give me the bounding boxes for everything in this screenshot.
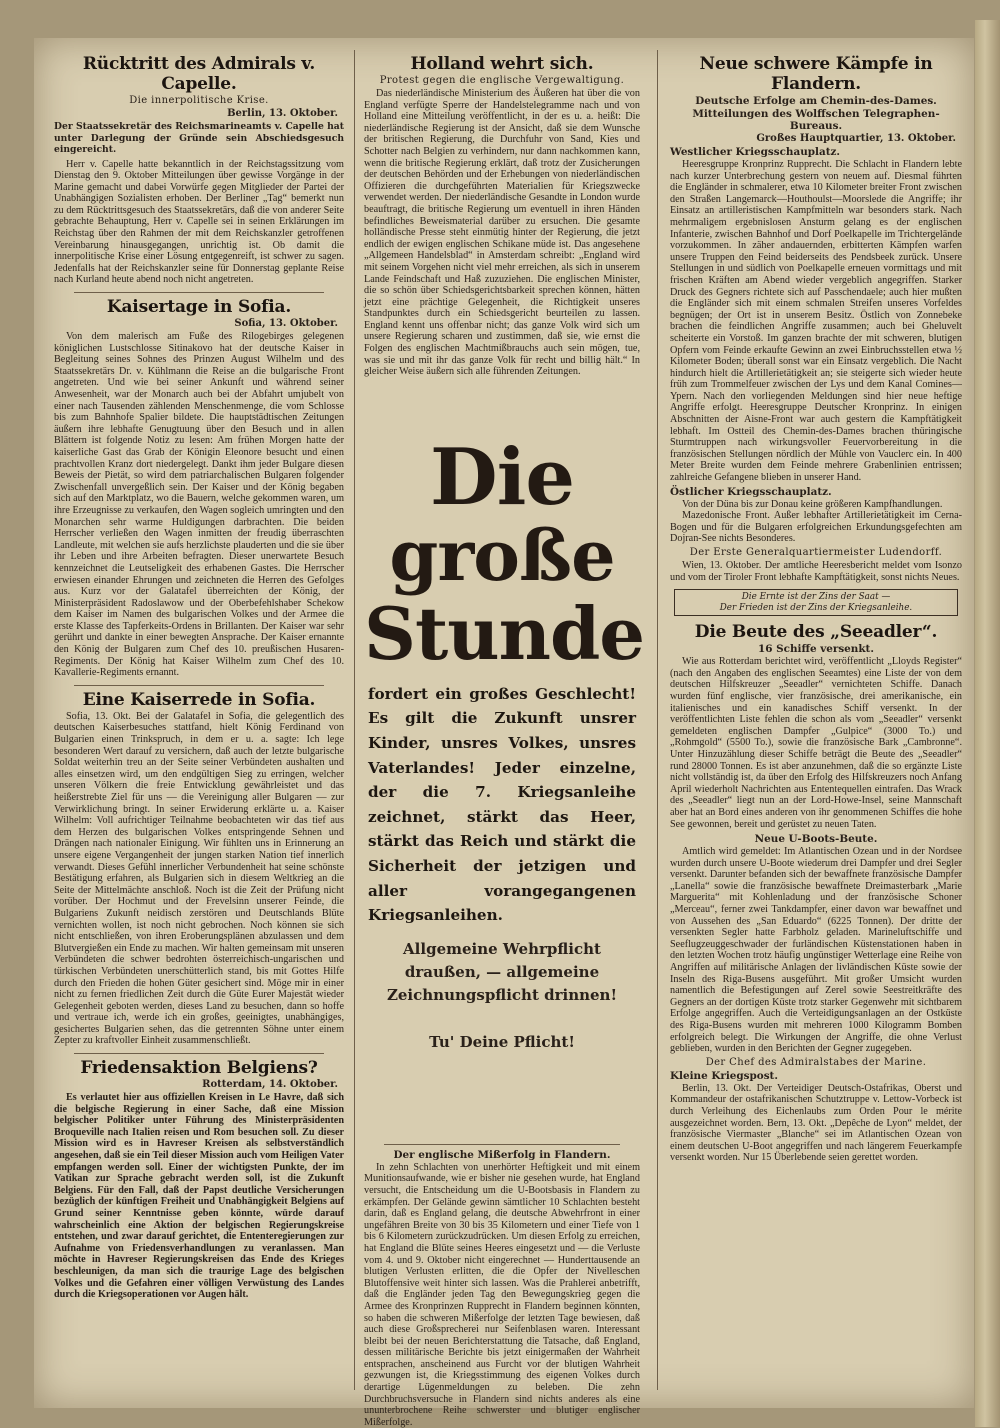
article-body: Amtlich wird gemeldet: Im Atlantischen Ozean und in der Nordsee wurden durch unsere U-Boote wiederum drei Dampfer und drei Segler versenkt. Darunter befanden sich der bewaffnete französische Dampfer „Lanella“ sowie die französische bewaffnete Dreimasterbark „Marie Marguerita“ mit Kohlenladung und der französische Schoner „Merceau“, ferner zwei Tankdampfer, einer davon war bewaffnet und von Aussehen des „San Eduardo“ (6225 Tonnen). Der dritte der versenkten Segler hatte Farbholz geladen. Marineluftschiffe und Seeflugzeuggeschwader der furländischen Küstenstationen haben in den letzten Wochen trotz häufig ungünstiger Wetterlage eine Reihe von Angriffen auf militärische Anlagen der livländischen Küste sowie der Inseln des Riga-Busens ausgeführt. Mit großer Umsicht wurden namentlich die Befestigungen auf Zerel sowie Seestreitkräfte des Gegners an der dortigen Küste trotz starker Gegenwehr mit sichtbarem Erfolge angegriffen. Auch die Verteidigungsanlagen an der Ostküste des Riga-Busens wurden mit mehreren 1000 Kilogramm Bomben erfolgreich belegt. Die Wirkungen der Angriffe, die ohne Verlust geblieben, wurden in den Berichten der Gegner zugegeben. [670, 846, 962, 1055]
signature: Der Chef des Admiralstabes der Marine. [705, 1056, 927, 1068]
subheadline: Deutsche Erfolge am Chemin-des-Dames. [695, 95, 937, 107]
page-edge [975, 20, 1000, 1427]
headline: Holland wehrt sich. [410, 54, 594, 74]
left-column [54, 50, 344, 1400]
column-rule [354, 50, 355, 1390]
slogan-box [674, 589, 958, 616]
article-kaisertage [54, 297, 344, 679]
article-body: Wien, 13. Oktober. Der amtliche Heeresbericht meldet vom Isonzo und vom der Tiroler Front lebhafte Kampftätigkeit, sonst nichts Neues. [670, 560, 962, 583]
slogan-line: Die Ernte ist der Zins der Saat — [741, 592, 891, 603]
article-holland [364, 54, 640, 378]
article-capelle [54, 54, 344, 286]
right-column [670, 50, 962, 1400]
appeal-text: fordert ein großes Geschlecht! Es gilt die Zukunft unsrer Kinder, unsres Volkes, unsres Vaterlandes! Jeder einzelne, der die 7. Kriegsanleihe zeichnet, stärkt das Heer, stärkt das Reich und stärkt die Sicherheit der jetzigen und aller vorangegangenen Kriegsanleihen. [368, 684, 636, 925]
dateline: Großes Hauptquartier, 13. Oktober. [756, 133, 956, 144]
middle-column [364, 50, 645, 1428]
article-misserfolg [364, 1144, 640, 1428]
article-seeadler [670, 622, 962, 830]
headline: Eine Kaiserrede in Sofia. [82, 689, 316, 710]
appeal-word-grosse: große [389, 513, 615, 597]
appeal-word-die: Die [430, 431, 574, 523]
article-flandern [670, 54, 962, 583]
article-body: Berlin, 13. Okt. Der Verteidiger Deutsch-Ostafrikas, Oberst und Kommandeur der ostafrikanischen Schutztruppe v. Lettow-Vorbeck ist durch Verleihung des Eichenlaubs zum Orden Pour le mérite ausgezeichnet worden. Bern, 13. Okt. „Depêche de Lyon“ meldet, der französische Viermaster „Blanche“ sei im Atlantischen Ozean von einem deutschen U-Boot angegriffen und nach längerem Feuerkampfe versenkt worden. Nur 15 Überlebende seien gerettet worden. [670, 1082, 962, 1164]
article-kaiserrede [54, 690, 344, 1047]
headline: Kleine Kriegspost. [670, 1069, 778, 1082]
headline: Rücktritt des Admirals v. Capelle. [82, 54, 316, 94]
subheadline: 16 Schiffe versenkt. [758, 643, 874, 656]
dateline: Berlin, 13. Oktober. [227, 108, 338, 119]
section-heading: Östlicher Kriegsschauplatz. [670, 485, 832, 498]
appeal-duty: Tu' Deine Pflicht! [429, 1032, 575, 1051]
article-kriegspost [670, 1070, 962, 1164]
article-body: Von der Düna bis zur Donau keine größeren Kampfhandlungen. [682, 498, 943, 510]
signature: Der Erste Generalquartiermeister Ludendorff. [689, 547, 943, 558]
headline: Neue schwere Kämpfe in Flandern. [699, 54, 933, 94]
separator [74, 685, 324, 686]
article-body: Wie aus Rotterdam berichtet wird, veröffentlicht „Lloyds Register“ (nach den Angaben des englischen Seeamtes) eine Liste der von dem deutschen Hilfskreuzer „Seeadler“ vernichteten Schiffe. Danach wurden fünf englische, vier französische, drei amerikanische, ein italienisches und ein kanadisches Schiff versenkt. In der veröffentlichten Liste fehlen die schon als vom „Seeadler“ versenkt gemeldeten englischen Dampfer „Gulpice“ (3000 To.) und „Rohmgold“ (5500 To.), sowie die französische Bark „Cambronne“. Unter Hinzuzählung dieser Schiffe beträgt die Beute des „Seeadler“ rund 28000 Tonnen. Es ist aber anzunehmen, daß die so ergänzte Liste nicht vollständig ist, da über den Erfolg des Hilfskreuzers noch Anfang April wiederholt Nachrichten aus Ententequellen eintrafen. Das Wrack des „Seeadler“ liegt nun an der Lord-Howe-Insel, seine Mannschaft aber hat an Bord eines anderen von ihr genommenen Schiffes die hohe See gewonnen, bereit und gerüstet zu neuen Taten. [670, 656, 962, 830]
dateline: Rotterdam, 14. Oktober. [202, 1079, 338, 1091]
separator [74, 1053, 324, 1054]
lead-paragraph: Der Staatssekretär des Reichsmarineamts v. Capelle hat unter Darlegung der Gründe sein Abschiedsgesuch eingereicht. [54, 121, 344, 155]
agency-line: Mitteilungen des Wolffschen Telegraphen-Bureaus. [692, 108, 940, 132]
separator [384, 1144, 620, 1145]
article-body: Von dem malerisch am Fuße des Rilogebirges gelegenen königlichen Lustschlosse Sitinakovo hat der deutsche Kaiser in Begleitung seines Sohnes des Prinzen August Wilhelm und des Staatssekretärs Dr. v. Kühlmann die Reise an die bulgarische Front angetreten. Und wie bei seiner Ankunft und während seiner Anwesenheit, war der Monarch auch bei der Abfahrt umjubelt von einer nach Tausenden zählenden Menschenmenge, die vom Schlosse bis zum Bahnhofe Spalier bildete. Die hauptstädtischen Zeitungen äußern ihre lebhafte Genugtuung über den Besuch und in allen Blättern ist folgende Notiz zu lesen: Am frühen Morgen hatte der kaiserliche Gast das Grab der Königin Eleonore besucht und einen prachtvollen Kranz dort niedergelegt. Dankt ihm jeder Bulgare diesen Beweis der Pietät, so wird dem patriarchalischen Bulgaren folgender Zwischenfall unvergeßlich sein. Der Kaiser und der König begaben sich auf den Marktplatz, wo die Bauern, welche gekommen waren, um ihre Erzeugnisse zu verkaufen, den Wagen sogleich umringten und den Monarchen sehr warme Huldigungen darbrachten. Die beiden Herrscher verließen den Wagen inmitten der freudig überraschten Landleute, mit welchen sie aufs herzlichste plauderten und die sie über ihr Leben und ihre Arbeiten befragten. Dieser unerwartete Besuch kennzeichnet die Leutseligkeit des erhabenen Gastes. Die Herrscher erwiesen einander Ehrungen und zeichneten die Herren des Gefolges aus. Kurz vor der Galatafel überreichten der König, der Ministerpräsident Radoslawow und der Oberbefehlshaber Schekow dem Kaiser im Namen des bulgarischen Volkes und der Armee die erste Klasse des Tapferkeits-Ordens in Brillanten. Der Kaiser war sehr gerührt und dankte in einer bewegten Ansprache. Der Kaiser ernannte den König der Bulgaren zum Chef des 10. preußischen Husaren-Regiments. Der König hat Kaiser Wilhelm zum Chef des 10. Kavallerie-Regiments ernannt. [54, 331, 344, 679]
article-friedensaktion [54, 1058, 344, 1301]
headline: Kaisertage in Sofia. [106, 297, 292, 318]
separator [74, 292, 324, 293]
article-body: Das niederländische Ministerium des Äußeren hat über die von England verfügte Sperre der Handelstelegramme nach und von Holland eine Mitteilung veröffentlicht, in der es u. a. heißt: Die niederländische Regierung ist der Ansicht, daß sie dem Wunsche der britischen Regierung, die Durchfuhr von Sand, Kies und Schotter nach Belgien zu verhindern, nur dann nachkommen kann, wenn die britische Regierung erklärt, daß trotz der Zusicherungen der deutschen Behörden und der Erhebungen von niederländischen Offizieren die durchgeführten Materialien für Kriegszwecke verwendet werden. Der niederländische Gesandte in London wurde beauftragt, die britische Regierung um eventuell in ihren Händen befindliches Beweismaterial darüber zu ersuchen. Die gesamte holländische Presse steht einmütig hinter der Regierung, die jetzt endlich der ewigen englischen Schikane müde ist. Das angesehene „Allgemeen Handelsblad“ in Amsterdam schreibt: „England wird mit seinem Vorgehen nicht viel mehr erreichen, als sich in unserem Lande Feindschaft und Haß zuzuziehen. Die englischen Minister, die so schön über Schiedsgerichtsbarkeit sprechen können, hätten jetzt eine prächtige Gelegenheit, die Richtigkeit unseres Standpunktes durch ein Schiedsgericht beurteilen zu lassen. England kennt uns offenbar nicht; das ganze Volk wird sich um unsere Regierung scharen und zustimmen, daß sie, wie ernst die Folgen des englischen Machtmißbrauchs auch sein mögen, tue, was sie und mit ihr das ganze Volk für recht und billig hält.“ In gleicher Weise äußern sich alle führenden Zeitungen. [364, 88, 640, 378]
appeal-word-stunde: Stunde [364, 590, 645, 676]
article-body: Mazedonische Front. Außer lebhafter Artillerietätigkeit im Cerna-Bogen und für die Bulgaren erfolgreichen Erkundungsgefechten am Dojran-See nichts Besonderes. [670, 510, 962, 545]
headline: Neue U-Boots-Beute. [754, 833, 878, 846]
slogan-line: Der Frieden ist der Zins der Kriegsanleihe. [719, 602, 913, 613]
article-body: Herr v. Capelle hatte bekanntlich in der Reichstagssitzung vom Dienstag den 9. Oktober Mitteilungen über gewisse Vorgänge in der Marine gemacht und dabei Vorwürfe gegen Mitglieder der Partei der Unabhängigen Sozialisten erhoben. Der Berliner „Tag“ bemerkt nun zu dem Rücktrittsgesuch des Staatssekretärs, daß die von anderer Seite gebrachte Behauptung, Herr v. Capelle sei in seinen Erklärungen im Reichstag über den Rahmen der mit dem Reichskanzler getroffenen Vereinbarung hinausgegangen, unrichtig ist. Ob damit die innerpolitische Krise einer Lösung entgegenreift, ist schwer zu sagen. Jedenfalls hat der Reichskanzler seine für Donnerstag geplante Reise nach Kurland heute abend noch nicht angetreten. [54, 158, 344, 286]
headline: Die Beute des „Seeadler“. [694, 622, 938, 643]
article-body: Sofia, 13. Okt. Bei der Galatafel in Sofia, die gelegentlich des deutschen Kaiserbesuches stattfand, hielt König Ferdinand von Bulgarien einen Trinkspruch, in dem er u. a. sagte: Ich lege besonderen Wert darauf zu versichern, daß auch der letzte bulgarische Soldat weiterhin treu an der Seite seiner Verbündeten aushalten und alles einsetzen wird, um den endgültigen Sieg zu erringen, welcher unseren Völkern die freie Entwicklung gewährleistet und das heißerstrebte Ziel für uns — die Vereinigung aller Bulgaren — zur Verwirklichung bringt. In seiner Erwiderung erklärte u. a. Kaiser Wilhelm: Voll aufrichtiger Teilnahme beobachteten wir das tief aus dem Herzen des bulgarischen Volkes entspringende Sehnen und Drängen nach nationaler Einigung. Wir fühlten uns in Erinnerung an unsere eigene Vergangenheit der jungen starken Nation tief innerlich verwandt. Dieses Gefühl innerlicher Verbundenheit hat seine schönste Bestätigung erfahren, als Bulgarien sich in diesem Weltkrieg an die Seite der Mittelmächte anschloß. Noch ist die Zeit der Prüfung nicht vorüber. Der Hochmut und der Frevelsinn unserer Feinde, die Bulgariens Zukunft neidisch zerstören und Deutschlands Blüte vernichten wollen, ist noch nicht gebrochen. Noch können sie sich nicht entschließen, von ihren Eroberungsplänen abzulassen und dem Blutvergießen ein Ende zu machen. Wir halten gemeinsam mit unseren Verbündeten die schwer bedrohten österreichisch-ungarischen und türkischen Verbündeten unerschütterlich stand, bis mit Gottes Hilfe durch den Frieden die hohen Güter gesichert sind. Möge mir in einer nicht zu fernen friedlichen Zeit durch die Güte Eurer Majestät wieder Gelegenheit geboten werden, dieses Land zu besuchen, dann so hoffe und vertraue ich, werde ich ein großes, geeinigtes, unabhängiges, gesichertes Bulgarien sehen, das die getrennten Söhne unter einem Zepter zu kraftvoller Einheit zusammenschließt. [54, 710, 344, 1047]
article-body: Es verlautet hier aus offiziellen Kreisen in Le Havre, daß sich die belgische Regierung in einer Sache, daß eine Mission belgischer Politiker unter Führung des Ministerpräsidenten Broqueville nach Italien reisen und Rom besuchen soll. Zu dieser Mission wird es in Havreser Kreisen als selbstverständlich angesehen, daß sie ein Teil dieser Mission auch vom Heiligen Vater empfangen werden soll. Einer der wichtigsten Punkte, der im Vatikan zur Sprache gebracht werden soll, ist die Zukunft Belgiens. Für den Fall, daß der Papst deutliche Versicherungen bezüglich der künftigen Freiheit und Unabhängigkeit Belgiens auf Grund seiner Kenntnisse geben könnte, würde darauf wahrscheinlich eine Aktion der belgischen Regierungskreise entstehen, und zwar darauf gerichtet, die Ententeregierungen zur Aufnahme von Friedensverhandlungen zu veranlassen. Man möchte in Havreser Regierungskreisen das Ende des Krieges beschleunigen, da man sich die traurige Lage des belgischen Volkes und die Gefahren einer völligen Verwüstung des Landes durch die Kriegsoperationen vor Augen hält. [54, 1092, 344, 1301]
column-rule [657, 50, 658, 1390]
headline: Der englische Mißerfolg in Flandern. [393, 1148, 611, 1161]
subheadline: Protest gegen die englische Vergewaltigung. [379, 75, 625, 86]
article-uboot-beute [670, 833, 962, 1068]
section-heading: Westlicher Kriegsschauplatz. [670, 146, 841, 158]
dateline: Sofia, 13. Oktober. [234, 318, 338, 330]
appeal-slogan: Allgemeine Wehrpflicht draußen, — allgemeine Zeichnungspflicht drinnen! [386, 939, 618, 1004]
war-loan-appeal [364, 431, 645, 1054]
headline: Friedensaktion Belgiens? [80, 1058, 318, 1079]
article-body: In zehn Schlachten von unerhörter Heftigkeit und mit einem Munitionsaufwande, wie er bisher nie gesehen wurde, hat England versucht, die Entscheidung um die U-Bootsbasis in Flandern zu erkämpfen. Der Gelände gewinn sämtlicher 10 Schlachten besteht darin, daß es England gelang, die deutsche Abwehrfront in einer ungefähren Breite von 30 bis 35 Kilometern und einer Tiefe von 1 bis 6 Kilometern zurückzudrücken. Um diesen Erfolg zu erreichen, hat England die Blüte seines Heeres eingesetzt und — die Verluste vom 4. und 9. Oktober nicht eingerechnet — Hunderttausende an blutigen Verlusten erlitten, die die Opfer der Nivelleschen Blutoffensive weit hinter sich lassen. Was die Prahlerei anbetrifft, daß die Engländer jeden Tag den Bewegungskrieg gegen die Armee des Kronprinzen Rupprecht in Flandern beginnen könnten, so haben die schweren Mißerfolge der letzten Tage bewiesen, daß auch diese Großsprecherei nur Seifenblasen waren. Interessant bleibt bei der neuen Berichterstattung die Tatsache, daß England, dessen militärische Berichte bis jetzt einigermaßen der Wahrheit entsprachen, anscheinend aus Furcht vor der blutigen Wahrheit gezwungen ist, die Kriegsstimmung des eigenen Volkes durch derartige Lügenmeldungen zu beleben. Die zehn Durchbruchsversuche in Flandern sind nichts anderes als eine ununterbrochene Reihe schwerster und blutiger englischer Mißerfolge. [364, 1161, 640, 1428]
subheadline: Die innerpolitische Krise. [129, 95, 269, 106]
article-body: Heeresgruppe Kronprinz Rupprecht. Die Schlacht in Flandern lebte nach kurzer Unterbrechung gestern von neuem auf. Diesmal führten die Engländer in schmalerer, etwa 10 Kilometer breiter Front zwischen den Straßen Langemarck—Houthoulst—Moorslede die Angriffe; ihr Einsatz an artilleristischen Kampfmitteln war besonders stark. Nach mehrmaligem ergebnislosen Ansturm gelang es der englischen Infanterie, zwischen Bahnhof und Dorf Poelkapelle im Trichtergelände vorzukommen. In zäher andauernden, erbitterten Kämpfen warfen unsere Truppen den Feind beiderseits des Pendsbeek zurück. Unsere Stellungen in und südlich von Poelkapelle erneuen vormittags und mit frischen Kräften am Abend wieder vergeblich angegriffen. Starker Druck des Gegners richtete sich auf Passchendaele; auch hier mußten die Engländer sich mit einem schmalen Streifen unseres Vorfeldes begnügen; der Ort ist in unserem Besitz. Östlich von Zonnebeke brachen die feindlichen Angriffe zusammen; auch bei Gheluvelt scheiterte ein Vorstoß. Im ganzen brachte der mit schweren, blutigen Opfern vom Feinde erkaufte Gewinn an zwei Einbruchsstellen etwa ½ Kilometer Boden; überall sonst war ein Einsatz vergeblich. Die Nacht hindurch hielt die Artillerietätigkeit an; sie steigerte sich wieder heute früh zum Trommelfeuer zwischen der Lys und dem Kanal Comines—Ypern. Nach den vorliegenden Meldungen sind hier neue heftige Angriffe erfolgt. Heeresgruppe Deutscher Kronprinz. In einigen Abschnitten der Aisne-Front war auch gestern die Kampftätigkeit lebhaft. Im Ostteil des Chemin-des-Dames brachen thüringische Sturmtruppen nach wirkungsvoller Feuervorbereitung in die französischen Stellungen nördlich der Mühle von Vauclerc ein. In 400 Meter Breite wurden dem Feinde mehrere Grabenlinien entrissen; zahlreiche Gefangene blieben in unserer Hand. [670, 159, 962, 484]
newspaper-page [34, 38, 974, 1428]
